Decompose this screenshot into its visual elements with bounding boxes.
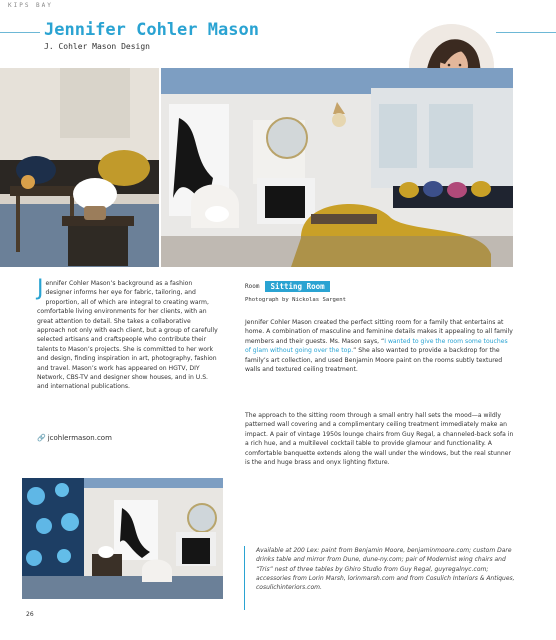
photo-sitting-room — [161, 68, 513, 267]
article-paragraph-1 — [245, 318, 515, 374]
room-label: Room — [245, 283, 260, 290]
bio-drop-cap: J — [37, 276, 44, 301]
website-link-row[interactable] — [37, 434, 112, 442]
section-kicker: KIPS BAY — [8, 2, 53, 9]
designer-name-title: Jennifer Cohler Mason — [44, 20, 259, 40]
firm-name-subtitle: J. Cohler Mason Design — [44, 42, 150, 51]
title-rule-left — [0, 32, 40, 33]
website-link[interactable]: jcohlermason.com — [47, 434, 112, 442]
article-paragraph-2: The approach to the sitting room through a small entry hall sets the mood—a wildly patterned wall covering and a complimentary ceiling treatment immediately make an impact. A pair of vintage 1950s lounge chairs from Guy Regal, a channeled-back sofa in a rich hue, and a multilevel cocktail table to provide glamour and functionality. A comfortable banquette extends along the wall under the windows, but the real stunner is the and huge brass and onyx lighting fixture. — [245, 412, 514, 467]
designer-quote: I wanted to give the room some touches of glam without going over the top. — [245, 337, 508, 355]
photo-side-table-vignette — [0, 68, 159, 267]
photo-entry-hall — [22, 478, 223, 599]
room-heading — [245, 281, 330, 292]
bio-text: ennifer Cohler Mason’s background as a fashion designer informs her eye for fabric, tailoring, and proportion, all of which are integral to creating warm, comfortable living environments for her clients, with an great attention to detail. She takes a collaborative approach not only with each client, but a group of carefully selected artisans and craftspeople who contribute their talents to Mason’s projects. She is committed to her work and design, finding inspiration in art, photography, fashion and travel. Mason’s work has appeared on HGTV, DIY Network, CBS-TV and designer show houses, and in U.S. and international publications. — [37, 280, 218, 391]
page-number: 26 — [26, 611, 34, 618]
room-name-badge: Sitting Room — [265, 281, 329, 292]
link-icon: 🔗 — [37, 434, 46, 442]
designer-bio — [37, 276, 220, 392]
sources-caption: Available at 200 Lex: paint from Benjamin Moore, benjaminmoore.com; custom Dare drinks table and mirror from Dune, dune-ny.com; pair of Modernist wing chairs and “Tris” nest of three tables by Ghiro Studio from Guy Regal, guyregalnyc.com; accessories from Lorin Marsh, lorinmarsh.com and from Cosulich Interiors & Antiques, cosulichinteriors.com. — [256, 547, 515, 592]
sources-accent-rule — [244, 546, 245, 610]
title-rule-right — [496, 32, 556, 33]
paragraph-1-lead: Jennifer Cohler Mason created the perfect sitting room for a family that entertains at home. A combination of masculine and feminine details makes it appealing to all family members and their guests. Ms. Mason says, “ — [245, 319, 513, 345]
photo-credit: Photograph by Nickolas Sargent — [245, 297, 347, 303]
paragraph-1-tail: ” She also wanted to provide a backdrop for the family’s art collection, and used Benjamin Moore paint on the rooms subtly textured walls and textured ceiling treatment. — [245, 347, 503, 374]
